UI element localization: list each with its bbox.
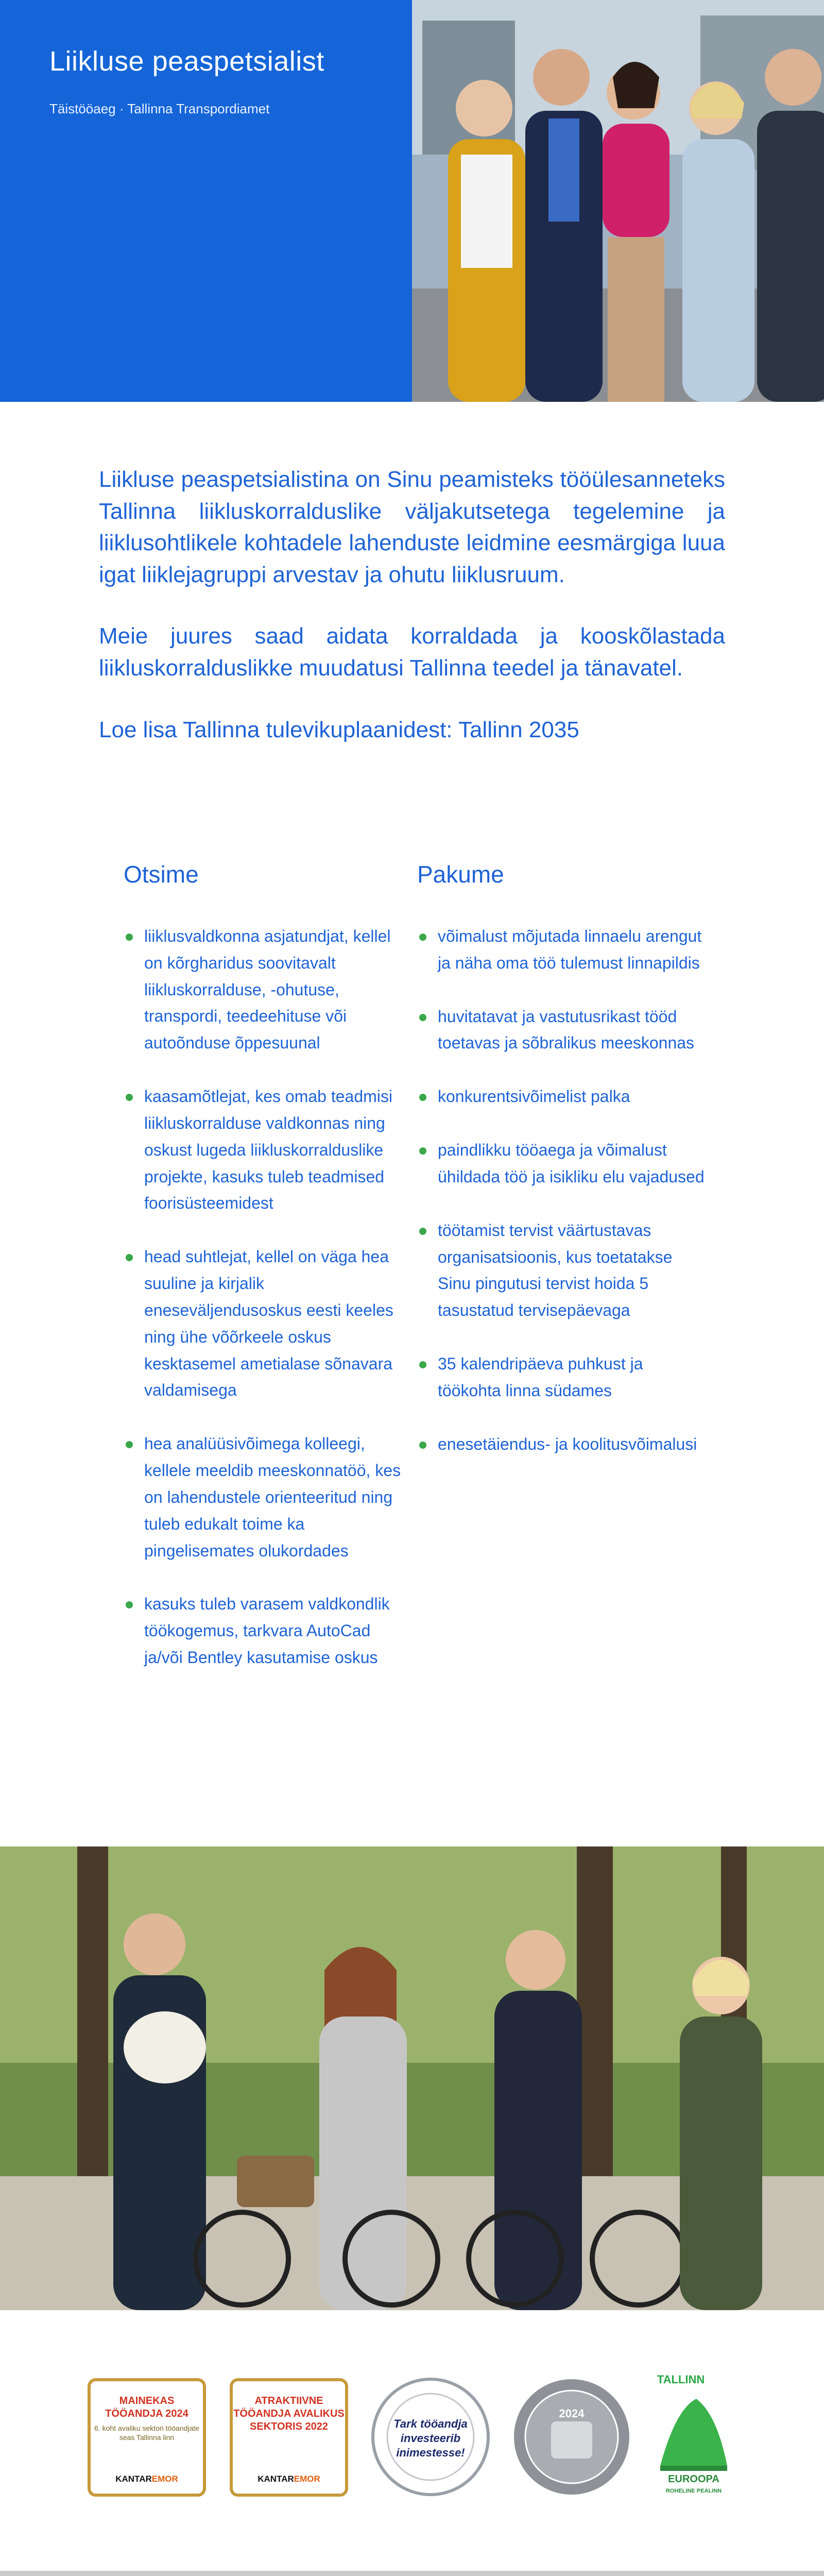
list-item: konkurentsivõimelist palka bbox=[417, 1083, 706, 1110]
job-subtitle: Täistööaeg · Tallinna Transpordiamet bbox=[49, 101, 270, 116]
kantar-text: KANTAR bbox=[258, 2474, 294, 2484]
list-item: kaasamõtlejat, kes omab teadmisi liikluskorralduse valdkonnas ning oskust lugeda liikluskorralduslike projekte, kasuks tuleb teadmised foorisüsteemidest bbox=[124, 1083, 412, 1217]
offer-column bbox=[417, 860, 706, 1485]
badge-euroopa-text: EUROOPA bbox=[668, 2473, 719, 2485]
list-item: 35 kalendripäeva puhkust ja töökohta linna südames bbox=[417, 1351, 706, 1404]
list-item: kasuks tuleb varasem valdkondlik töökogemus, tarkvara AutoCad ja/või Bentley kasutamise oskus bbox=[124, 1591, 412, 1671]
offer-heading: Pakume bbox=[417, 861, 504, 888]
employer-awards bbox=[0, 2349, 824, 2504]
award-badge-2024-seal bbox=[510, 2375, 633, 2499]
award-badge-mainekas bbox=[88, 2378, 206, 2497]
hero-blue-panel bbox=[0, 0, 412, 402]
award-badge-euroopa-roheline-pealinn bbox=[650, 2368, 737, 2502]
hero-team-photo bbox=[412, 0, 824, 402]
kantar-text: KANTAR bbox=[115, 2474, 152, 2484]
badge-text-1: Tark tööandja bbox=[393, 2417, 468, 2430]
seeking-column bbox=[124, 860, 412, 1698]
list-item: huvitatavat ja vastutusrikast tööd toetavas ja sõbralikus meeskonnas bbox=[417, 1004, 706, 1057]
award-subtitle: 6. koht avaliku sektori tööandjate seas Tallinna linn bbox=[94, 2424, 199, 2442]
badge-tallinn-text: TALLINN bbox=[657, 2373, 705, 2386]
badge-pealinn-text: ROHELINE PEALINN bbox=[665, 2488, 722, 2494]
badge-text-2: investeerib bbox=[400, 2432, 461, 2445]
hero-banner bbox=[0, 0, 824, 402]
intro-paragraph-1: Liikluse peaspetsialistina on Sinu peamisteks tööülesanneteks Tallinna liikluskorralduslike väljakutsetega tegelemine ja liiklusohtlikele kohtadele lahenduste leidmine eesmärgiga luua igat liiklejagruppi arvestav ja ohutu liiklusruum. bbox=[99, 467, 725, 587]
team-park-photo bbox=[0, 1846, 824, 2310]
list-item: töötamist tervist väärtustavas organisatsioonis, kus toetatakse Sinu pingutusi tervist hoida 5 tasustatud tervisepäevaga bbox=[417, 1217, 706, 1324]
award-title: ATRAKTIIVNE TÖÖANDJA AVALIKUS SEKTORIS 2022 bbox=[233, 2395, 345, 2432]
list-item: hea analüüsivõimega kolleegi, kellele meeldib meeskonnatöö, kes on lahendustele orienteeritud ning tuleb edukalt toime ka pingelisemates olukordades bbox=[124, 1431, 412, 1564]
list-item: liiklusvaldkonna asjatundjat, kellel on kõrgharidus soovitavalt liikluskorralduse, -ohutuse, transpordi, teedeehituse või autoõnduse õppesuunal bbox=[124, 923, 412, 1057]
seeking-list bbox=[124, 923, 412, 1671]
kantar-emor-logo bbox=[91, 2474, 203, 2484]
award-title: MAINEKAS TÖÖANDJA 2024 bbox=[105, 2395, 188, 2419]
list-item: head suhtlejat, kellel on väga hea suuline ja kirjalik eneseväljendusoskus eesti keeles ning ühe võõrkeele oskus kesktasemel ametialase sõnavara valdamisega bbox=[124, 1244, 412, 1404]
seeking-heading: Otsime bbox=[124, 861, 199, 888]
award-badge-tark-tooandja bbox=[369, 2375, 492, 2499]
manager-section bbox=[0, 2571, 824, 2576]
emor-text: EMOR bbox=[294, 2474, 320, 2484]
badge-year: 2024 bbox=[559, 2407, 585, 2420]
award-badge-atraktiivne bbox=[230, 2378, 348, 2497]
page-title: Liikluse peaspetsialist bbox=[49, 46, 324, 77]
list-item: paindlikku tööaega ja võimalust ühildada töö ja isikliku elu vajadused bbox=[417, 1137, 706, 1191]
intro-paragraph-2: Meie juures saad aidata korraldada ja kooskõlastada liikluskorralduslikke muudatusi Tallinna teedel ja tänavatel. bbox=[99, 623, 725, 681]
emor-text: EMOR bbox=[151, 2474, 178, 2484]
offer-list bbox=[417, 923, 706, 1458]
list-item: enesetäiendus- ja koolitusvõimalusi bbox=[417, 1431, 706, 1458]
intro-section bbox=[99, 464, 725, 775]
intro-link-tallinn-2035[interactable]: Loe lisa Tallinna tulevikuplaanidest: Tallinn 2035 bbox=[99, 717, 579, 742]
list-item: võimalust mõjutada linnaelu arengut ja näha oma töö tulemust linnapildis bbox=[417, 923, 706, 977]
kantar-emor-logo bbox=[233, 2474, 345, 2484]
badge-text-3: inimestesse! bbox=[396, 2446, 465, 2459]
